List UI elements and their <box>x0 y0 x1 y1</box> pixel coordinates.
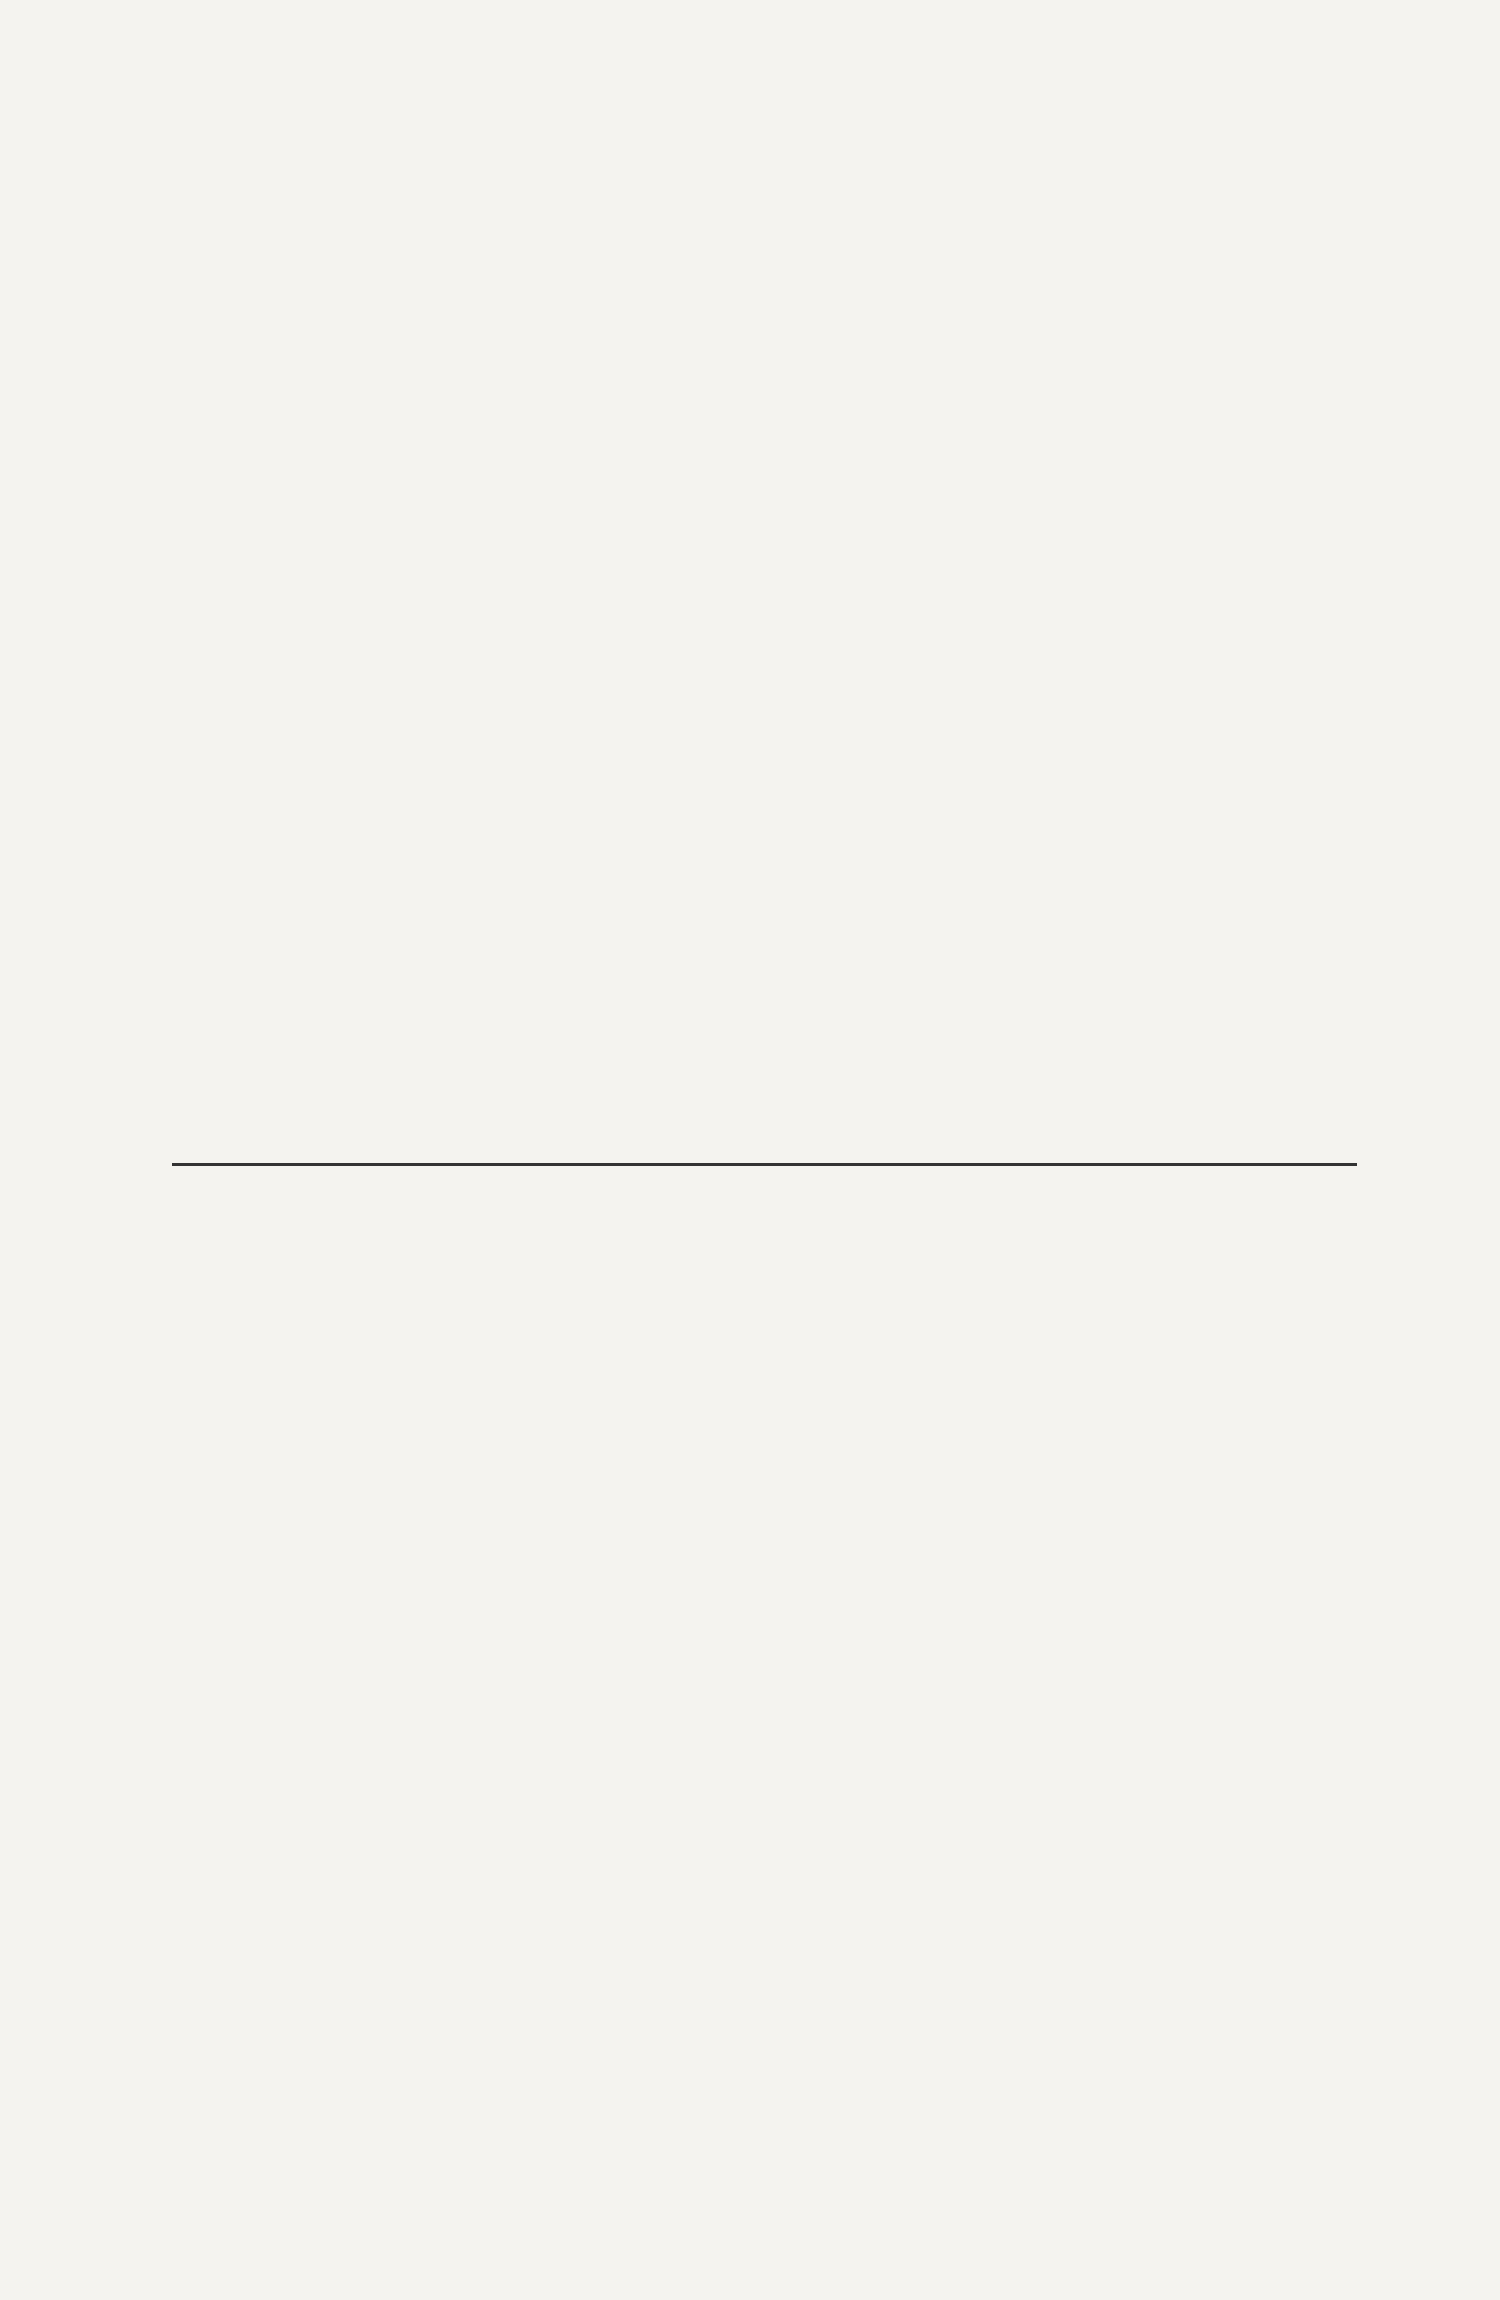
section-divider-line <box>172 1163 1357 1166</box>
